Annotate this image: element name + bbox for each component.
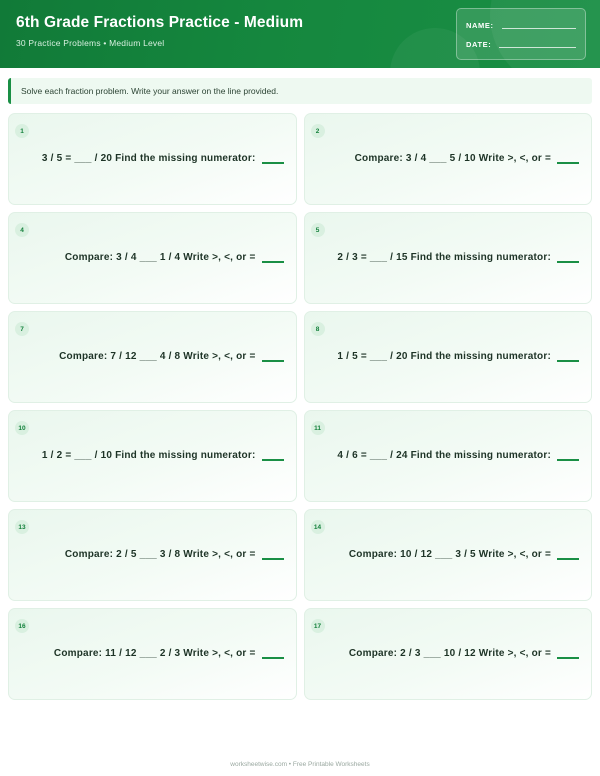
problem-text: Compare: 3 / 4 ___ 5 / 10 Write >, <, or = (354, 153, 551, 165)
date-label: DATE: (466, 40, 492, 49)
problem-text: Compare: 2 / 5 ___ 3 / 8 Write >, <, or = (64, 549, 256, 561)
problem-card (304, 212, 593, 304)
name-label: NAME: (466, 21, 494, 30)
problem-number: 16 (15, 619, 29, 633)
page-title: 6th Grade Fractions Practice - Medium (16, 14, 304, 31)
answer-line[interactable] (262, 352, 284, 362)
problem-text: 1 / 5 = ___ / 20 Find the missing numerator: (337, 351, 551, 363)
problem-text: 2 / 3 = ___ / 15 Find the missing numerator: (337, 252, 551, 264)
answer-line[interactable] (262, 550, 284, 560)
problem-card (8, 509, 297, 601)
problem-text: Compare: 10 / 12 ___ 3 / 5 Write >, <, or = (348, 549, 551, 561)
problem-text: Compare: 7 / 12 ___ 4 / 8 Write >, <, or = (59, 351, 256, 363)
answer-line[interactable] (262, 451, 284, 461)
problem-card (304, 509, 593, 601)
answer-line[interactable] (262, 154, 284, 164)
answer-line[interactable] (557, 451, 579, 461)
problem-number: 14 (311, 520, 325, 534)
instructions-banner: Solve each fraction problem. Write your answer on the line provided. (8, 78, 592, 104)
answer-line[interactable] (557, 253, 579, 263)
problem-text: 4 / 6 = ___ / 24 Find the missing numerator: (337, 450, 551, 462)
answer-line[interactable] (557, 649, 579, 659)
name-date-box (456, 8, 586, 60)
page-footer: worksheetwise.com • Free Printable Worksheets (230, 761, 370, 768)
problem-card (304, 311, 593, 403)
answer-line[interactable] (557, 154, 579, 164)
problem-card (8, 410, 297, 502)
problem-card (8, 113, 297, 205)
date-write-line[interactable] (499, 47, 576, 48)
problem-card (304, 113, 593, 205)
problem-text: Compare: 3 / 4 ___ 1 / 4 Write >, <, or = (64, 252, 256, 264)
problem-number: 7 (15, 322, 29, 336)
problem-number: 2 (311, 124, 325, 138)
problem-number: 13 (15, 520, 29, 534)
problem-card (8, 311, 297, 403)
problem-number: 10 (15, 421, 29, 435)
answer-line[interactable] (262, 253, 284, 263)
answer-line[interactable] (557, 352, 579, 362)
problem-text: Compare: 2 / 3 ___ 10 / 12 Write >, <, or = (348, 648, 551, 660)
problem-number: 11 (311, 421, 325, 435)
answer-line[interactable] (557, 550, 579, 560)
problem-number: 17 (311, 619, 325, 633)
problem-number: 5 (311, 223, 325, 237)
problem-number: 1 (15, 124, 29, 138)
problem-text: 3 / 5 = ___ / 20 Find the missing numerator: (41, 153, 256, 165)
problems-grid (8, 113, 592, 700)
problem-number: 8 (311, 322, 325, 336)
problem-card (8, 212, 297, 304)
answer-line[interactable] (262, 649, 284, 659)
worksheet-header (0, 0, 600, 68)
problem-text: 1 / 2 = ___ / 10 Find the missing numerator: (41, 450, 256, 462)
problem-text: Compare: 11 / 12 ___ 2 / 3 Write >, <, or = (53, 648, 256, 660)
problem-number: 4 (15, 223, 29, 237)
page-subtitle: 30 Practice Problems • Medium Level (16, 38, 165, 48)
problem-card (304, 608, 593, 700)
problem-card (8, 608, 297, 700)
name-write-line[interactable] (502, 28, 576, 29)
problem-card (304, 410, 593, 502)
